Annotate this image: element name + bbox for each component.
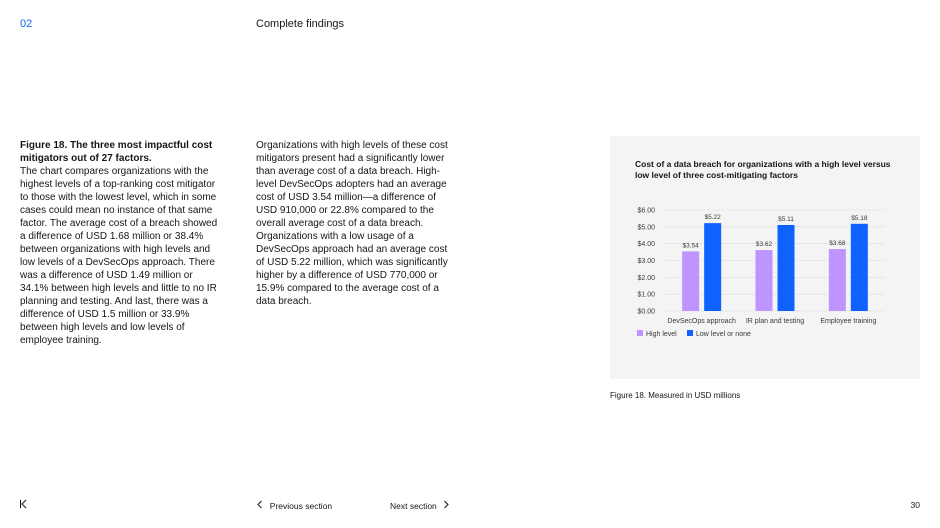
y-tick-label: $2.00 [637, 274, 655, 282]
data-label: $3.54 [682, 242, 699, 250]
right-body: Organizations with high levels of these cost mitigators present had a significantly lower than average cost of a data breach. High-level DevSecOps adopters had an average cost of USD 3.54 million—a difference of USD 910,000 or 22.8% compared to the overall average cost of a data breach. Organizations with a low usage of a DevSecOps approach had an average cost of USD 5.22 million, which was significantly higher by a difference of USD 770,000 or 15.9% compared to the average cost of a data breach. [256, 140, 448, 307]
page-number: 30 [910, 500, 920, 510]
right-column-text [256, 139, 456, 308]
legend-swatch [687, 330, 693, 336]
data-label: $3.62 [755, 241, 773, 249]
chevron-left-icon [256, 501, 267, 512]
y-tick-label: $5.00 [637, 224, 655, 232]
data-label: $3.68 [829, 240, 846, 248]
legend-label: High level [646, 331, 677, 338]
chart-title: Cost of a data breach for organizations with a high level versus low level of three cost-mitigating factors [635, 159, 891, 180]
y-tick-label: $6.00 [637, 207, 655, 215]
section-title: Complete findings [256, 18, 345, 30]
x-tick-label: Employee training [820, 318, 877, 325]
chart-panel [610, 136, 920, 379]
next-section-label: Next section [390, 501, 437, 511]
next-section-link[interactable] [390, 500, 450, 512]
left-body: The chart compares organizations with the highest levels of a top-ranking cost mitigator to those with the lowest level, which in some cases could mean no instance of that same factor. The average cost of a breach showed a difference of USD 1.68 million or 38.4% between organizations with high levels and low levels of a DevSecOps approach. There was a difference of USD 1.49 million or 34.1% between high levels and little to no IR planning and testing. And last, there was a difference of USD 1.5 million or 33.9% between high levels and low levels of employee training. [20, 166, 218, 346]
previous-section-label: Previous section [269, 501, 333, 511]
legend-swatch [637, 330, 643, 336]
y-tick-label: $0.00 [637, 308, 655, 316]
left-column-text [20, 139, 220, 347]
data-label: $5.11 [778, 215, 794, 223]
y-tick-label: $3.00 [637, 258, 655, 265]
y-tick-label: $4.00 [637, 241, 655, 249]
first-page-icon[interactable] [19, 498, 29, 513]
x-tick-label: IR plan and testing [745, 318, 805, 325]
section-number: 02 [20, 18, 33, 30]
bar [829, 249, 846, 311]
figure-heading: Figure 18. The three most impactful cost mitigators out of 27 factors. [20, 140, 213, 164]
previous-section-link[interactable] [256, 500, 332, 512]
legend-label: Low level or none [696, 331, 751, 338]
first-page-icon-svg [19, 498, 29, 510]
bar [851, 224, 868, 311]
data-label: $5.22 [704, 214, 721, 222]
bar [682, 251, 699, 311]
bar [778, 225, 795, 311]
figure-caption: Figure 18. Measured in USD millions [610, 391, 741, 400]
bar [704, 223, 721, 311]
x-tick-label: DevSecOps approach [667, 318, 736, 325]
data-label: $5.18 [851, 214, 868, 222]
bar [756, 250, 773, 311]
y-tick-label: $1.00 [637, 291, 655, 299]
chevron-right-icon [442, 501, 450, 512]
bar-chart [610, 136, 920, 379]
